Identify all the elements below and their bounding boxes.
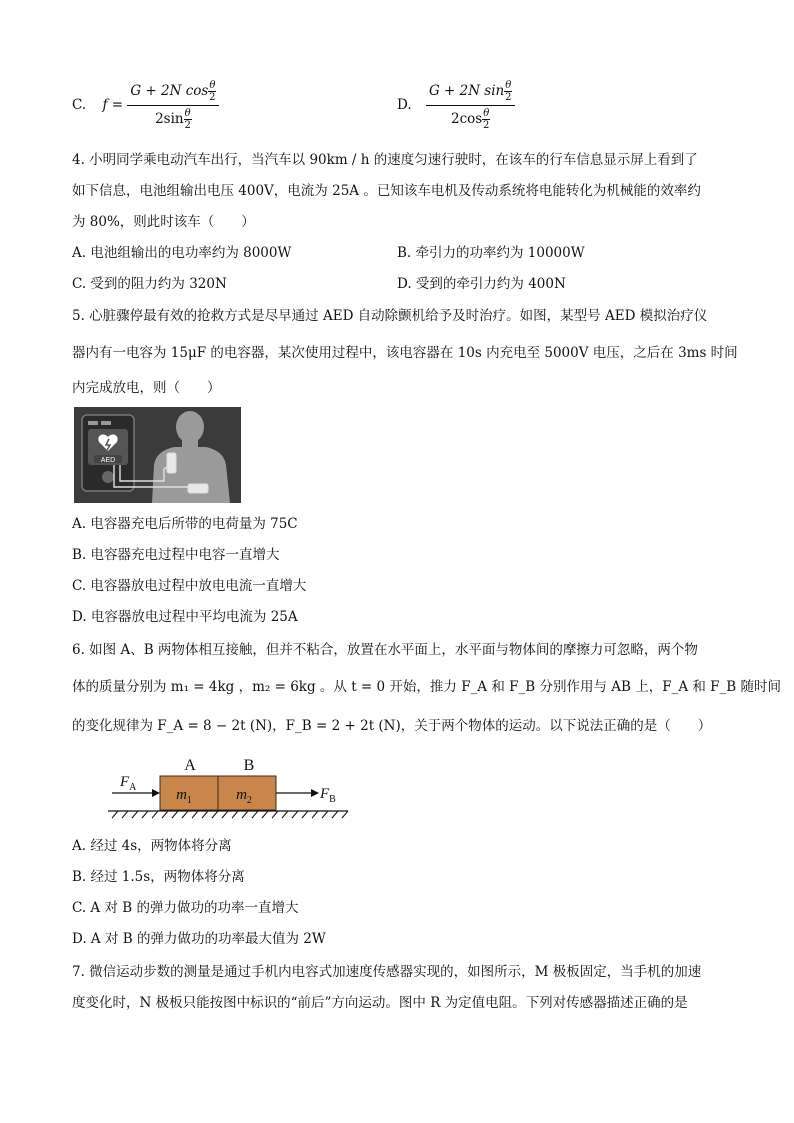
q6-stem-line1: 6. 如图 A、B 两物体相互接触，但并不粘合，放置在水平面上，水平面与物体间的摩擦力可忽略，两个物: [72, 642, 698, 658]
q3-option-d[interactable]: D. G + 2N sin $\frac{\theta}{2}$ 2cos $\frac{\theta}{2}$: [397, 80, 515, 140]
svg-text:AED: AED: [100, 457, 116, 464]
q3-d-fraction: G + 2N sin $\frac{\theta}{2}$ 2cos $\frac{\theta}{2}$: [426, 80, 515, 131]
svg-text:m1: $m_1$: [176, 787, 192, 806]
q6-stem-line2: 体的质量分别为 m₁ = 4kg ，m₂ = 6kg 。从 t = 0 开始，推力 F_A 和 F_B 分别作用与 AB 上，F_A 和 F_B 随时间: [72, 679, 781, 695]
svg-text:FB: $F_B$: [320, 786, 336, 805]
q7-stem-line1: 7. 微信运动步数的测量是通过手机内电容式加速度传感器实现的，如图所示，M 极板固定，当手机的加速: [72, 964, 702, 980]
q3-c-lhs: f =: [102, 97, 124, 113]
svg-text:m2: $m_2$: [236, 787, 252, 806]
q5-option-d[interactable]: D. 电容器放电过程中平均电流为 25A: [72, 609, 298, 625]
svg-text:FA: $F_A$: [120, 774, 137, 793]
q7-stem-line2: 度变化时，N 极板只能按图中标识的“前后”方向运动。图中 R 为定值电阻。下列对传感器描述正确的是: [72, 995, 688, 1011]
q5-stem-line3: 内完成放电，则（ ）: [72, 380, 221, 396]
ground-hatching: [112, 811, 348, 818]
q3-c-fraction: G + 2N cos $\frac{\theta}{2}$ 2sin $\frac{\theta}{2}$: [127, 80, 219, 131]
aed-device: [82, 415, 134, 491]
q5-option-c[interactable]: C. 电容器放电过程中放电电流一直增大: [72, 578, 307, 594]
aed-illustration: [74, 407, 241, 503]
q6-option-b[interactable]: B. 经过 1.5s，两物体将分离: [72, 869, 245, 885]
q6-option-c[interactable]: C. A 对 B 的弹力做功的功率一直增大: [72, 900, 299, 916]
q6-option-d[interactable]: D. A 对 B 的弹力做功的功率最大值为 2W: [72, 931, 326, 947]
q6-option-a[interactable]: A. 经过 4s，两物体将分离: [72, 838, 232, 854]
q6-blocks-diagram: [108, 752, 353, 822]
q5-option-a[interactable]: A. 电容器充电后所带的电荷量为 75C: [72, 516, 298, 532]
q4-option-c[interactable]: C. 受到的阻力约为 320N: [72, 276, 227, 292]
q3-option-c[interactable]: C. f = G + 2N cos $\frac{\theta}{2}$ 2sin $\frac{\theta}{2}$: [72, 80, 219, 140]
q6-stem-line3: 的变化规律为 F_A = 8 − 2t (N)，F_B = 2 + 2t (N)，关于两个物体的运动。以下说法正确的是（ ）: [72, 718, 712, 734]
q4-stem-line3: 为 80%，则此时该车（ ）: [72, 214, 255, 230]
q4-option-a[interactable]: A. 电池组输出的电功率约为 8000W: [72, 245, 292, 261]
q5-option-b[interactable]: B. 电容器充电过程中电容一直增大: [72, 547, 280, 563]
label-b: B: [243, 757, 255, 774]
q4-stem-line1: 4. 小明同学乘电动汽车出行，当汽车以 90km / h 的速度匀速行驶时，在该车的行车信息显示屏上看到了: [72, 152, 698, 168]
q4-option-d[interactable]: D. 受到的牵引力约为 400N: [397, 276, 566, 292]
q5-stem-line2: 器内有一电容为 15μF 的电容器，某次使用过程中，该电容器在 10s 内充电至 5000V 电压，之后在 3ms 时间: [72, 345, 738, 361]
q4-stem-line2: 如下信息，电池组输出电压 400V，电流为 25A 。已知该车电机及传动系统将电能转化为机械能的效率约: [72, 183, 701, 199]
label-a: A: [184, 757, 196, 774]
q4-option-b[interactable]: B. 牵引力的功率约为 10000W: [397, 245, 585, 261]
q5-stem-line1: 5. 心脏骤停最有效的抢救方式是尽早通过 AED 自动除颤机给予及时治疗。如图，某型号 AED 模拟治疗仪: [72, 308, 708, 324]
